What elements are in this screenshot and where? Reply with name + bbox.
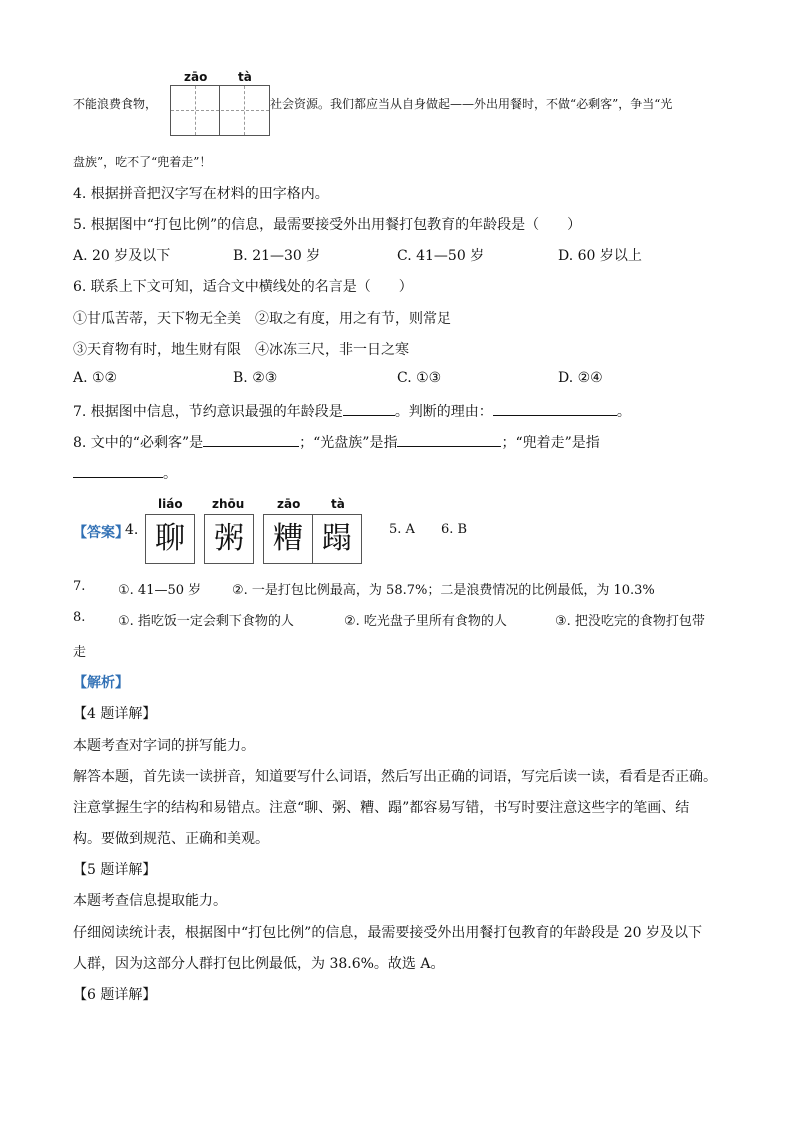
question-6: 6. 联系上下文可知，适合文中横线处的名言是（ ） — [73, 279, 413, 295]
q5-option-d: D. 60 岁以上 — [558, 248, 642, 264]
answer-8-number — [73, 610, 85, 625]
circled-2: ② — [344, 614, 356, 629]
q7-text-b: 。判断的理由： — [394, 404, 493, 420]
answer-8-text-3-cont: 走 — [73, 645, 87, 660]
answer-pinyin-zao: zāo — [277, 497, 301, 511]
answer-8-text-1: . 指吃饭一定会剩下食物的人 — [129, 614, 294, 629]
q8-blank-2[interactable] — [397, 432, 501, 447]
analysis-q5-heading: 【5 题详解】 — [73, 862, 157, 878]
q6-option-c: C. ①③ — [397, 370, 442, 386]
circled-3: ③ — [555, 614, 567, 629]
analysis-q4-p4: 构。要做到规范、正确和美观。 — [73, 831, 269, 847]
analysis-q4-p1: 本题考查对字词的拼写能力。 — [73, 738, 255, 754]
answer-8-part3 — [555, 610, 705, 629]
answer-5: 5. A — [389, 522, 415, 537]
answer-7-text-1: . 41—50 岁 — [129, 583, 202, 598]
material-line1-before: 不能浪费食物， — [73, 97, 158, 111]
answer-char-zhou: 粥 — [204, 514, 254, 564]
analysis-q6-heading: 【6 题详解】 — [73, 987, 157, 1003]
pinyin-ta: tà — [238, 70, 252, 84]
circled-1: ① — [118, 614, 130, 629]
answer-8-text-3: . 把没吃完的食物打包带 — [566, 614, 705, 629]
answer-7-part1 — [118, 579, 201, 598]
q6-quotes-line1: ①甘瓜苦蒂，天下物无全美 ②取之有度，用之有节，则常足 — [73, 311, 451, 327]
answer-8-part1 — [118, 610, 294, 629]
answer-6: 6. B — [441, 522, 468, 537]
question-7 — [73, 401, 631, 421]
tianzige-grid — [170, 85, 270, 136]
material-line2: 盘族”，吃不了“兜着走”！ — [73, 155, 212, 169]
answer-8-part2 — [344, 610, 507, 629]
answer-7-part2 — [232, 579, 655, 598]
answer-8-text-2: . 吃光盘子里所有食物的人 — [355, 614, 507, 629]
q7-blank-age[interactable] — [343, 401, 395, 416]
answer-pinyin-ta: tà — [331, 497, 345, 511]
q5-option-a: A. 20 岁及以下 — [73, 248, 171, 264]
q7-blank-reason[interactable] — [493, 401, 617, 416]
circled-1: ① — [118, 583, 130, 598]
question-8-cont — [73, 463, 177, 483]
material-line1-after: 社会资源。我们都应当从自身做起——外出用餐时，不做“必剩客”，争当“光 — [270, 97, 673, 111]
analysis-q4-heading: 【4 题详解】 — [73, 706, 157, 722]
question-4: 4. 根据拼音把汉字写在材料的田字格内。 — [73, 186, 329, 202]
answer-label: 【答案】 — [73, 525, 129, 541]
analysis-q5-p2: 仔细阅读统计表，根据图中“打包比例”的信息，最需要接受外出用餐打包教育的年龄段是 20 岁及以下 — [73, 925, 703, 941]
q6-option-a: A. ①② — [73, 370, 118, 386]
answer-7-text-2: . 一是打包比例最高，为 58.7%；二是浪费情况的比例最低，为 10.3% — [243, 583, 655, 598]
question-5: 5. 根据图中“打包比例”的信息，最需要接受外出用餐打包教育的年龄段是（ ） — [73, 217, 582, 233]
q8-blank-3[interactable] — [73, 463, 163, 478]
answer-8-num: 8. — [73, 610, 86, 625]
answer-char-liao: 聊 — [145, 514, 195, 564]
q6-quotes-line2: ③天育物有时，地生财有限 ④冰冻三尺，非一日之寒 — [73, 342, 409, 358]
answer-4-number: 4. — [125, 522, 139, 538]
q7-text-a: 7. 根据图中信息，节约意识最强的年龄段是 — [73, 404, 343, 420]
q5-option-c: C. 41—50 岁 — [397, 248, 485, 264]
q6-option-d: D. ②④ — [558, 370, 603, 386]
analysis-q5-p3: 人群，因为这部分人群打包比例最低，为 38.6%。故选 A。 — [73, 956, 445, 972]
analysis-q5-p1: 本题考查信息提取能力。 — [73, 893, 227, 909]
q8-text-c: ；“兜着走”是指 — [501, 435, 600, 451]
q5-option-b: B. 21—30 岁 — [233, 248, 321, 264]
q6-option-b: B. ②③ — [233, 370, 278, 386]
analysis-label: 【解析】 — [73, 675, 129, 691]
answer-7-number: 7. — [73, 579, 86, 594]
answer-char-ta: 蹋 — [312, 514, 362, 564]
analysis-q4-p3: 注意掌握生字的结构和易错点。注意“聊、粥、糟、蹋”都容易写错，书写时要注意这些字的笔画、结 — [73, 800, 690, 816]
q8-end: 。 — [163, 466, 177, 482]
pinyin-zao: zāo — [184, 70, 208, 84]
circled-2: ② — [232, 583, 244, 598]
q8-text-b: ；“光盘族”是指 — [299, 435, 398, 451]
q8-blank-1[interactable] — [203, 432, 299, 447]
answer-7 — [73, 579, 85, 594]
answer-char-zao: 糟 — [263, 514, 313, 564]
answer-pinyin-zhou: zhōu — [212, 497, 245, 511]
answer-pinyin-liao: liáo — [158, 497, 183, 511]
q7-end: 。 — [616, 404, 631, 420]
question-8 — [73, 432, 600, 452]
q8-text-a: 8. 文中的“必剩客”是 — [73, 435, 204, 451]
analysis-q4-p2: 解答本题，首先读一读拼音，知道要写什么词语，然后写出正确的词语，写完后读一读，看看是否正确。 — [73, 769, 717, 785]
